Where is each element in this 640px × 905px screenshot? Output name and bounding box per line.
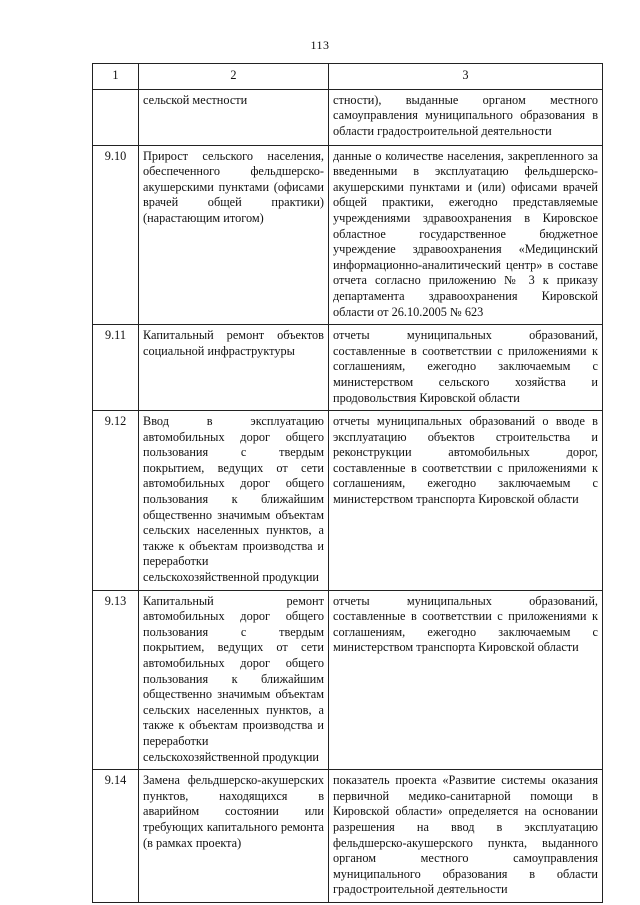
table-header-row [93, 64, 603, 90]
page-number: 113 [310, 38, 330, 52]
table-row [93, 411, 603, 591]
data-source: данные о количестве населения, закрепленного за введенными в эксплуатацию фельдшерско-акушерскими пунктами и (или) офисами врачей общей практики, ежегодно представляемые учреждениями здравоохранения в Кировское областное государственное бюджетное учреждение здравоохранения «Медицинский информационно-аналитический центр» в составе отчета согласно приложению № 3 к приказу департамента здравоохранения Кировской области от 26.10.2005 № 623 [329, 145, 603, 325]
indicator-name: Капитальный ремонт объектов социальной инфраструктуры [139, 325, 329, 411]
row-number: 9.13 [93, 590, 139, 770]
row-number [93, 89, 139, 145]
row-number: 9.14 [93, 770, 139, 903]
indicator-name: Капитальный ремонт автомобильных дорог общего пользования с твердым покрытием, ведущих от сети автомобильных дорог общего пользования к ближайшим общественно значимым объектам сельских населенных пунктов, а также к объектам производства и переработки сельскохозяйственной продукции [139, 590, 329, 770]
column-header-1: 1 [93, 64, 139, 90]
table-row [93, 325, 603, 411]
column-header-3: 3 [329, 64, 603, 90]
table-row [93, 89, 603, 145]
data-source: показатель проекта «Развитие системы оказания первичной медико-санитарной помощи в Кировской области» определяется на основании разрешения на ввод в эксплуатацию фельдшерско-акушерского пункта, выданного органом местного самоуправления муниципального образования в области градостроительной деятельности [329, 770, 603, 903]
row-number: 9.11 [93, 325, 139, 411]
indicator-name: сельской местности [139, 89, 329, 145]
row-number: 9.12 [93, 411, 139, 591]
data-source: отчеты муниципальных образований о вводе в эксплуатацию объектов строительства и реконструкции автомобильных дорог, составленные в соответствии с приложениями к соглашениям, ежегодно заключаемым с министерством транспорта Кировской области [329, 411, 603, 591]
row-number: 9.10 [93, 145, 139, 325]
data-source: отчеты муниципальных образований, составленные в соответствии с приложениями к соглашениям, ежегодно заключаемым с министерством транспорта Кировской области [329, 590, 603, 770]
table-row [93, 145, 603, 325]
indicator-name: Ввод в эксплуатацию автомобильных дорог общего пользования с твердым покрытием, ведущих от сети автомобильных дорог общего пользования к ближайшим общественно значимым объектам сельских населенных пунктов, а также к объектам производства и переработки сельскохозяйственной продукции [139, 411, 329, 591]
indicator-name: Прирост сельского населения, обеспеченного фельдшерско-акушерскими пунктами (офисами врачей общей практики) (нарастающим итогом) [139, 145, 329, 325]
table-row [93, 770, 603, 903]
indicator-name: Замена фельдшерско-акушерских пунктов, находящихся в аварийном состоянии или требующих капитального ремонта (в рамках проекта) [139, 770, 329, 903]
column-header-2: 2 [139, 64, 329, 90]
table-row [93, 590, 603, 770]
data-source: отчеты муниципальных образований, составленные в соответствии с приложениями к соглашениям, ежегодно заключаемым с министерством сельского хозяйства и продовольствия Кировской области [329, 325, 603, 411]
data-source: стности), выданные органом местного самоуправления муниципального образования в области градостроительной деятельности [329, 89, 603, 145]
indicator-table [92, 63, 603, 903]
